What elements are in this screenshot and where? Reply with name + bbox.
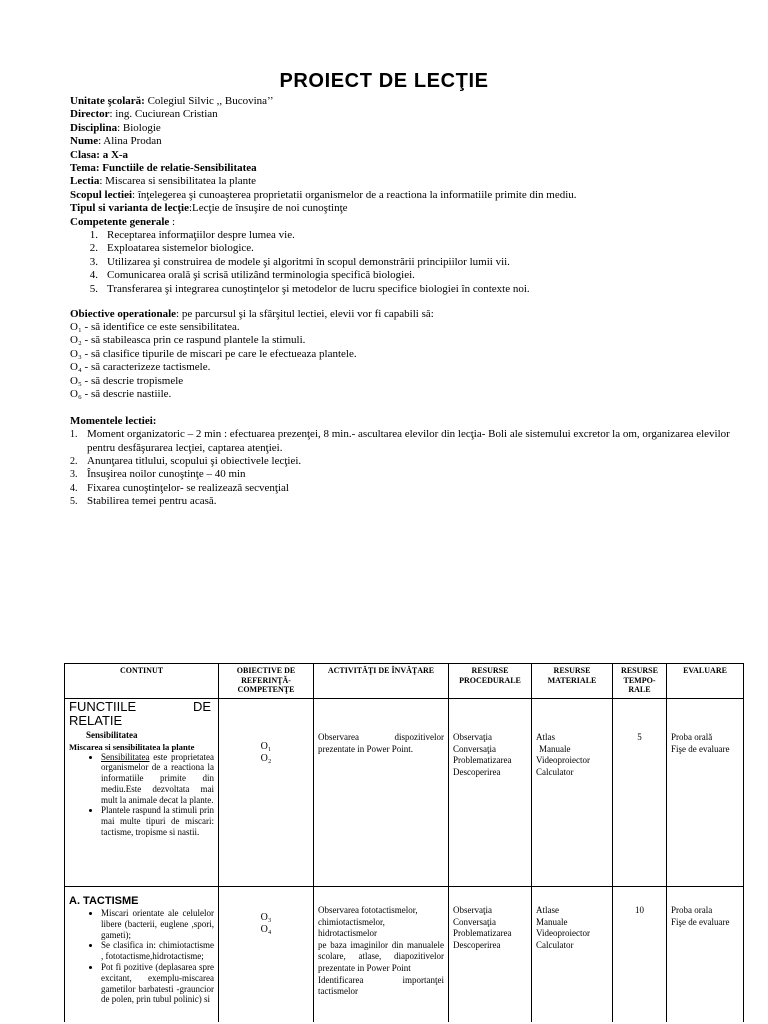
section-subtitle: Sensibilitatea: [86, 730, 138, 740]
lesson-table: [64, 663, 744, 1022]
material-item: Manuale: [536, 916, 568, 927]
item-number: 3.: [70, 469, 78, 481]
item-number: 2.: [70, 456, 78, 468]
objective-code: O₄: [70, 361, 82, 374]
field-value: : Biologie: [117, 121, 161, 134]
field-label: Director: [70, 108, 110, 121]
field-label: Unitate şcolară:: [70, 95, 145, 107]
col-header-evaluare: EVALUARE: [667, 664, 744, 699]
evaluation-item: Fişe de evaluare: [671, 916, 730, 927]
cell-body: [69, 887, 214, 1022]
item-text: Exploatarea sistemelor biologice.: [107, 242, 254, 255]
field-label: Disciplina: [70, 121, 118, 134]
section-label: Competente generale: [70, 215, 170, 228]
objectives-cell: [219, 699, 314, 887]
bullet-text: Pot fi pozitive (deplasarea spre excitant, exemplu-miscarea gametilor barbatesti -grauncior de polen, prin tubul polinic) si: [101, 961, 214, 1005]
field-label: Scopul lectiei: [70, 188, 133, 201]
time-value: 10: [635, 905, 644, 915]
activity-text: hidrotactismelor: [318, 928, 377, 939]
item-number: 5.: [70, 496, 78, 508]
item-text: Moment organizatoric – 2 min : efectuarea prezenţei, 8 min.- ascultarea elevilor din lecţia- Boli ale sistemului excretor la om, organizarea elevilor pentru desfăşurarea lecţiei, captarea atenţiei.: [87, 428, 730, 454]
procedural-cell: [449, 887, 532, 1023]
objective-text: - să clasifice tipurile de miscari pe care le efectueaza plantele.: [81, 347, 357, 360]
field-label: Lectia: [70, 175, 100, 188]
col-header-continut: CONTINUT: [65, 664, 219, 699]
list-item: [88, 256, 730, 269]
activities-cell: [314, 887, 449, 1023]
procedural-item: Descoperirea: [453, 939, 501, 950]
item-text: Fixarea cunoştinţelor- se realizează secvenţial: [87, 481, 289, 494]
content-bullet: [101, 962, 214, 1005]
content-bullet: [101, 752, 214, 806]
list-item: [88, 283, 730, 296]
lesson-name: Miscarea si sensibilitatea la plante: [69, 741, 195, 752]
procedural-item: Conversaţia: [453, 743, 496, 754]
material-cell: [532, 887, 613, 1023]
objective-code: O₃: [260, 912, 272, 923]
section-label: Obiective operationale: [70, 307, 177, 320]
material-item: Calculator: [536, 766, 574, 777]
objective-text: - să identifice ce este sensibilitatea.: [81, 321, 240, 333]
item-text: Utilizarea şi construirea de modele şi algoritmi în scopul demonstrării principiilor lumii vii.: [107, 255, 510, 268]
col-header-resurse-materiale: RESURSE MATERIALE: [532, 664, 613, 699]
col-header-activitati: ACTIVITĂŢI DE ÎNVĂŢARE: [314, 664, 449, 699]
table-row: [65, 887, 744, 1023]
content-bullet: [101, 908, 214, 940]
activity-text: chimiotactismelor,: [318, 916, 385, 927]
item-text: Comunicarea orală şi scrisă utilizând terminologia specifică biologiei.: [107, 269, 415, 282]
bullet-text: Se clasifica in: chimiotactisme , fototactisme,hidrotactisme;: [101, 940, 214, 962]
objective-item: [70, 334, 730, 347]
content-bullet: [101, 940, 214, 962]
item-number: 2.: [89, 242, 98, 255]
objective-code: O₆: [70, 388, 82, 401]
competente-heading: [70, 216, 730, 229]
activity-text: Observarea dispozitivelor prezentate in Power Point.: [318, 732, 444, 754]
field-value: Colegiul Silvic ,, Bucovina’’: [144, 95, 274, 107]
cell-body: [318, 887, 444, 1022]
obiective-heading: [70, 308, 730, 321]
procedural-cell: [449, 699, 532, 887]
bullet-term: Sensibilitatea: [101, 751, 150, 762]
momente-heading: [70, 415, 730, 428]
item-number: 3.: [89, 255, 98, 268]
activity-text: Observarea fototactismelor,: [318, 905, 418, 915]
content-cell: [65, 887, 219, 1023]
cell-body: [453, 699, 527, 886]
field-tipul: [70, 202, 730, 215]
field-value: : ing. Cuciurean Cristian: [109, 108, 218, 121]
field-label: Clasa: a X-a: [70, 148, 129, 161]
cell-body: [318, 699, 444, 886]
procedural-item: Descoperirea: [453, 766, 501, 777]
objective-code: O₁: [260, 741, 272, 752]
page-title: PROIECT DE LECŢIE: [279, 70, 489, 92]
activities-cell: [314, 699, 449, 887]
objective-code: O₄: [260, 924, 272, 935]
section-label: Momentele lectiei:: [70, 414, 157, 427]
item-number: 1.: [70, 429, 78, 441]
evaluation-cell: [667, 699, 744, 887]
objective-item: [70, 388, 730, 401]
objective-text: - să stabileasca prin ce raspund plantele la stimuli.: [81, 334, 306, 347]
section-title: FUNCTIILE DE RELATIE: [69, 699, 211, 728]
objectives-cell: [219, 887, 314, 1023]
procedural-item: Conversaţia: [453, 916, 496, 927]
field-tema: [70, 162, 730, 175]
time-value: 5: [637, 732, 642, 742]
spacer: [70, 401, 730, 414]
bullet-text: Miscari orientate ale celulelor libere (bacterii, euglene ,spori, gameti);: [101, 908, 214, 940]
cell-body: [671, 699, 739, 886]
objective-text: - să caracterizeze tactismele.: [81, 361, 211, 374]
objective-item: [70, 361, 730, 374]
procedural-item: Problematizarea: [453, 928, 512, 939]
cell-body: [536, 699, 608, 886]
field-director: [70, 108, 730, 121]
table-row: [65, 699, 744, 887]
objective-code: O₂: [260, 753, 272, 764]
evaluation-item: Proba orală: [671, 732, 713, 742]
list-item: [88, 242, 730, 255]
field-lectia: [70, 175, 730, 188]
objective-code: O₅: [70, 374, 82, 387]
content-bullet: [101, 805, 214, 837]
col-header-resurse-temporale: RESURSE TEMPO-RALE: [613, 664, 667, 699]
field-nume: [70, 135, 730, 148]
objective-text: - să descrie tropismele: [81, 374, 184, 387]
objective-item: [70, 321, 730, 334]
evaluation-item: Proba orala: [671, 905, 713, 915]
bullet-text: Plantele raspund la stimuli prin mai multe tipuri de miscari: tactisme, tropisme si nastii.: [101, 805, 214, 838]
item-text: Stabilirea temei pentru acasă.: [87, 495, 217, 508]
list-item: [70, 468, 730, 481]
cell-body: [617, 699, 662, 886]
procedural-item: Observaţia: [453, 732, 492, 742]
bullet-text: este proprietatea organismelor de a reactiona la informatiile primite din mediu.Este dezvoltata mai mult la animale decat la plante.: [101, 751, 214, 805]
field-scopul: [70, 189, 730, 202]
material-item: Manuale: [539, 743, 571, 754]
momente-list: [70, 428, 730, 508]
list-item: [88, 269, 730, 282]
list-item: [70, 482, 730, 495]
table-header-row: [65, 664, 744, 699]
field-label: Tipul si varianta de lecţie: [70, 202, 189, 215]
item-text: Transferarea şi integrarea cunoştinţelor şi metodelor de lucru specifice biologiei în contexte noi.: [107, 282, 530, 295]
field-label: Nume: [70, 135, 99, 148]
field-value: : înţelegerea şi cunoaşterea proprietatii organismelor de a reactiona la informatiile primite din mediu.: [132, 188, 577, 201]
cell-body: [69, 699, 214, 886]
item-number: 1.: [89, 229, 98, 242]
material-item: Videoproiector: [536, 755, 590, 766]
field-label: Tema: Functiile de relatie-Sensibilitatea: [70, 162, 257, 175]
item-text: Însuşirea noilor cunoştinţe – 40 min: [87, 468, 246, 481]
activity-text: Identificarea importanţei tactismelor: [318, 974, 444, 997]
item-text: Anunţarea titlului, scopului şi obiectivele lecţiei.: [87, 455, 302, 468]
field-value: : Alina Prodan: [98, 135, 162, 148]
list-item: [70, 455, 730, 468]
material-item: Videoproiector: [536, 928, 590, 939]
field-disciplina: [70, 122, 730, 135]
list-item: [88, 229, 730, 242]
objective-item: [70, 375, 730, 388]
cell-body: [453, 887, 527, 1022]
procedural-item: Observaţia: [453, 905, 492, 915]
material-item: Calculator: [536, 939, 574, 950]
field-unitate: [70, 95, 730, 108]
section-title: A. TACTISME: [69, 895, 139, 907]
item-number: 4.: [70, 482, 78, 494]
activity-text: pe baza imaginilor din manualele scolare, atlase, diapozitivelor prezentate in Power Point: [318, 939, 444, 973]
objective-code: O₂: [70, 334, 82, 347]
objective-code: O₁: [70, 321, 82, 333]
section-intro: : pe parcursul şi la sfârşitul lectiei, elevii vor fi capabili să:: [176, 307, 434, 320]
content-cell: [65, 699, 219, 887]
cell-body: [617, 887, 662, 1022]
list-item: [70, 495, 730, 508]
competente-list: [70, 229, 730, 296]
cell-body: [223, 887, 309, 1022]
material-cell: [532, 699, 613, 887]
time-cell: [613, 699, 667, 887]
item-number: 5.: [89, 282, 98, 295]
field-value: : Miscarea si sensibilitatea la plante: [99, 175, 257, 188]
objective-text: - să descrie nastiile.: [81, 388, 172, 401]
cell-body: [671, 887, 739, 1022]
procedural-item: Problematizarea: [453, 755, 512, 766]
spacer: [70, 296, 730, 308]
item-number: 4.: [89, 269, 98, 282]
content-bullets: [69, 752, 214, 838]
evaluation-item: Fişe de evaluare: [671, 743, 730, 754]
col-header-resurse-procedurale: RESURSE PROCEDURALE: [449, 664, 532, 699]
field-clasa: [70, 149, 730, 162]
cell-body: [536, 887, 608, 1022]
material-item: Atlas: [536, 732, 555, 742]
objective-item: [70, 348, 730, 361]
col-header-obiective: OBIECTIVE DE REFERINŢĂ-COMPETENŢE: [219, 664, 314, 699]
lesson-info: [70, 95, 730, 509]
field-value: :Lecţie de însuşire de noi cunoştinţe: [188, 202, 348, 215]
item-text: Receptarea informaţiilor despre lumea vie.: [107, 229, 295, 242]
time-cell: [613, 887, 667, 1023]
section-suffix: :: [169, 215, 176, 228]
list-item: [70, 428, 730, 455]
material-item: Atlase: [536, 905, 559, 915]
content-bullets: [69, 908, 214, 1005]
cell-body: [223, 699, 309, 886]
objective-code: O₃: [70, 347, 82, 360]
evaluation-cell: [667, 887, 744, 1023]
